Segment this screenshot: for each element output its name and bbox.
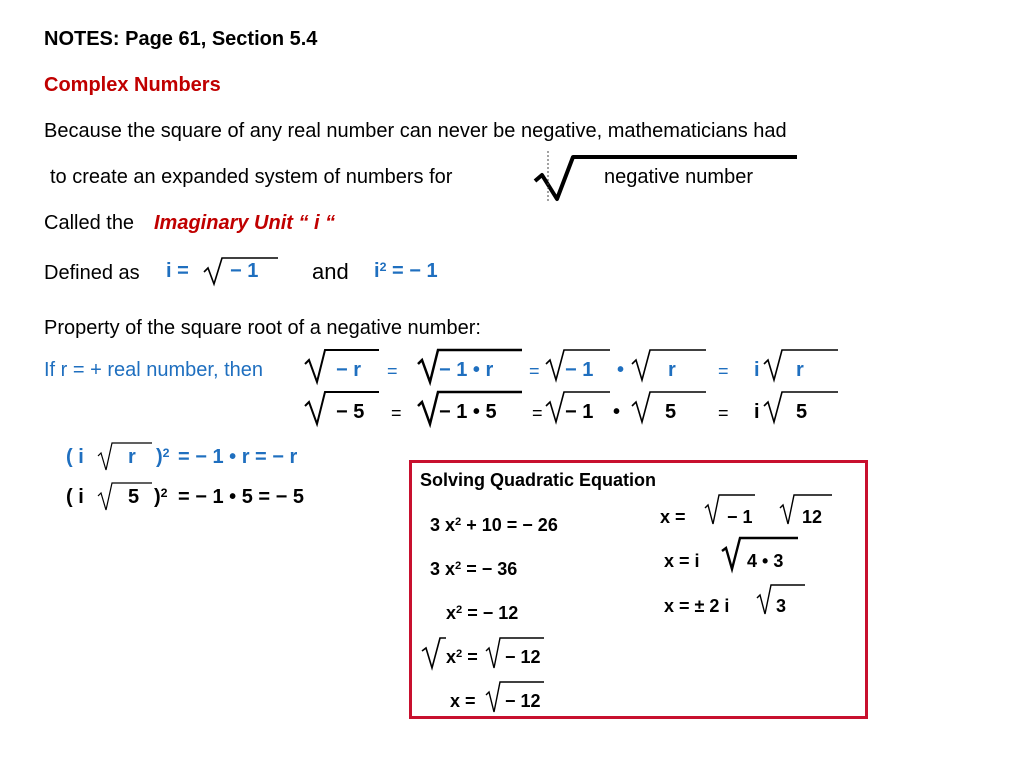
prop-i-b: i [754,401,760,423]
prop-five: 5 [665,401,677,423]
prop-neg5: − 5 [336,401,365,423]
equals-sign: = [718,403,729,423]
defined-as-text: Defined as [44,262,140,284]
sq-5-rhs: = − 1 • 5 = − 5 [178,486,304,508]
dot-operator: • [613,401,621,423]
imaginary-unit-label: Imaginary Unit “ i “ [154,212,336,234]
i-squared-eq: $i^2$ = − 1 [374,259,438,282]
sq-r-close: )$^2$ [156,445,170,468]
result-1b: − 1 [727,507,753,527]
called-the-text: Called the [44,212,135,234]
step-5b: − 12 [505,691,541,711]
prop-five-result: 5 [796,401,808,423]
sq-5-open: ( i [66,486,84,508]
sq-5-radicand: 5 [128,486,140,508]
radical-icon [96,440,156,474]
sq-r-radicand: r [128,446,136,468]
radical-icon [420,635,448,671]
intro-line-1: Because the square of any real number can never be negative, mathematicians had [44,120,787,142]
equals-sign: = [391,403,402,423]
prop-neg1: − 1 [565,359,594,381]
sq-r-rhs: = − 1 • r = − r [178,446,298,468]
result-2b: 4 • 3 [747,551,784,571]
page-heading: NOTES: Page 61, Section 5.4 [44,28,318,50]
if-r-text: If r = + real number, then [44,359,264,381]
def-neg-one: − 1 [230,260,259,282]
result-1a: x = [660,507,686,527]
intro-line-2b: negative number [604,166,753,188]
radical-icon [96,480,156,514]
prop-i: i [754,359,760,381]
dot-operator: • [617,359,625,381]
intro-line-2a: to create an expanded system of numbers for [50,166,453,188]
sq-r-open: ( i [66,446,84,468]
prop-neg1-dot-5: − 1 • 5 [439,401,497,423]
prop-neg1-dot-r: − 1 • r [439,359,494,381]
result-2a: x = i [664,551,700,571]
sq-5-close: )$^2$ [154,485,168,508]
step-3: $x^2$ = − 12 [446,603,519,623]
result-1c: 12 [802,507,823,527]
step-4b: − 12 [505,647,541,667]
equals-sign: = [532,403,543,423]
step-5a: x = [450,691,476,711]
equals-sign: = [387,361,398,381]
step-1: 3 $x^2 + 10$ = − 26 [430,515,558,535]
equals-sign: = [718,361,729,381]
prop-neg-r: − r [336,359,362,381]
box-title: Solving Quadratic Equation [420,470,657,490]
and-text: and [312,259,349,284]
step-4a: $x^2$ = [446,647,478,667]
prop-r-result: r [796,359,804,381]
def-i-equals: i = [166,260,189,282]
step-2: 3 $x^2$ = − 36 [430,559,518,579]
result-3b: 3 [776,596,787,616]
topic-title: Complex Numbers [44,74,221,96]
result-3a: x = ± 2 i [664,596,730,616]
equals-sign: = [529,361,540,381]
prop-neg1-b: − 1 [565,401,594,423]
property-title: Property of the square root of a negative number: [44,317,481,339]
prop-r: r [668,359,676,381]
